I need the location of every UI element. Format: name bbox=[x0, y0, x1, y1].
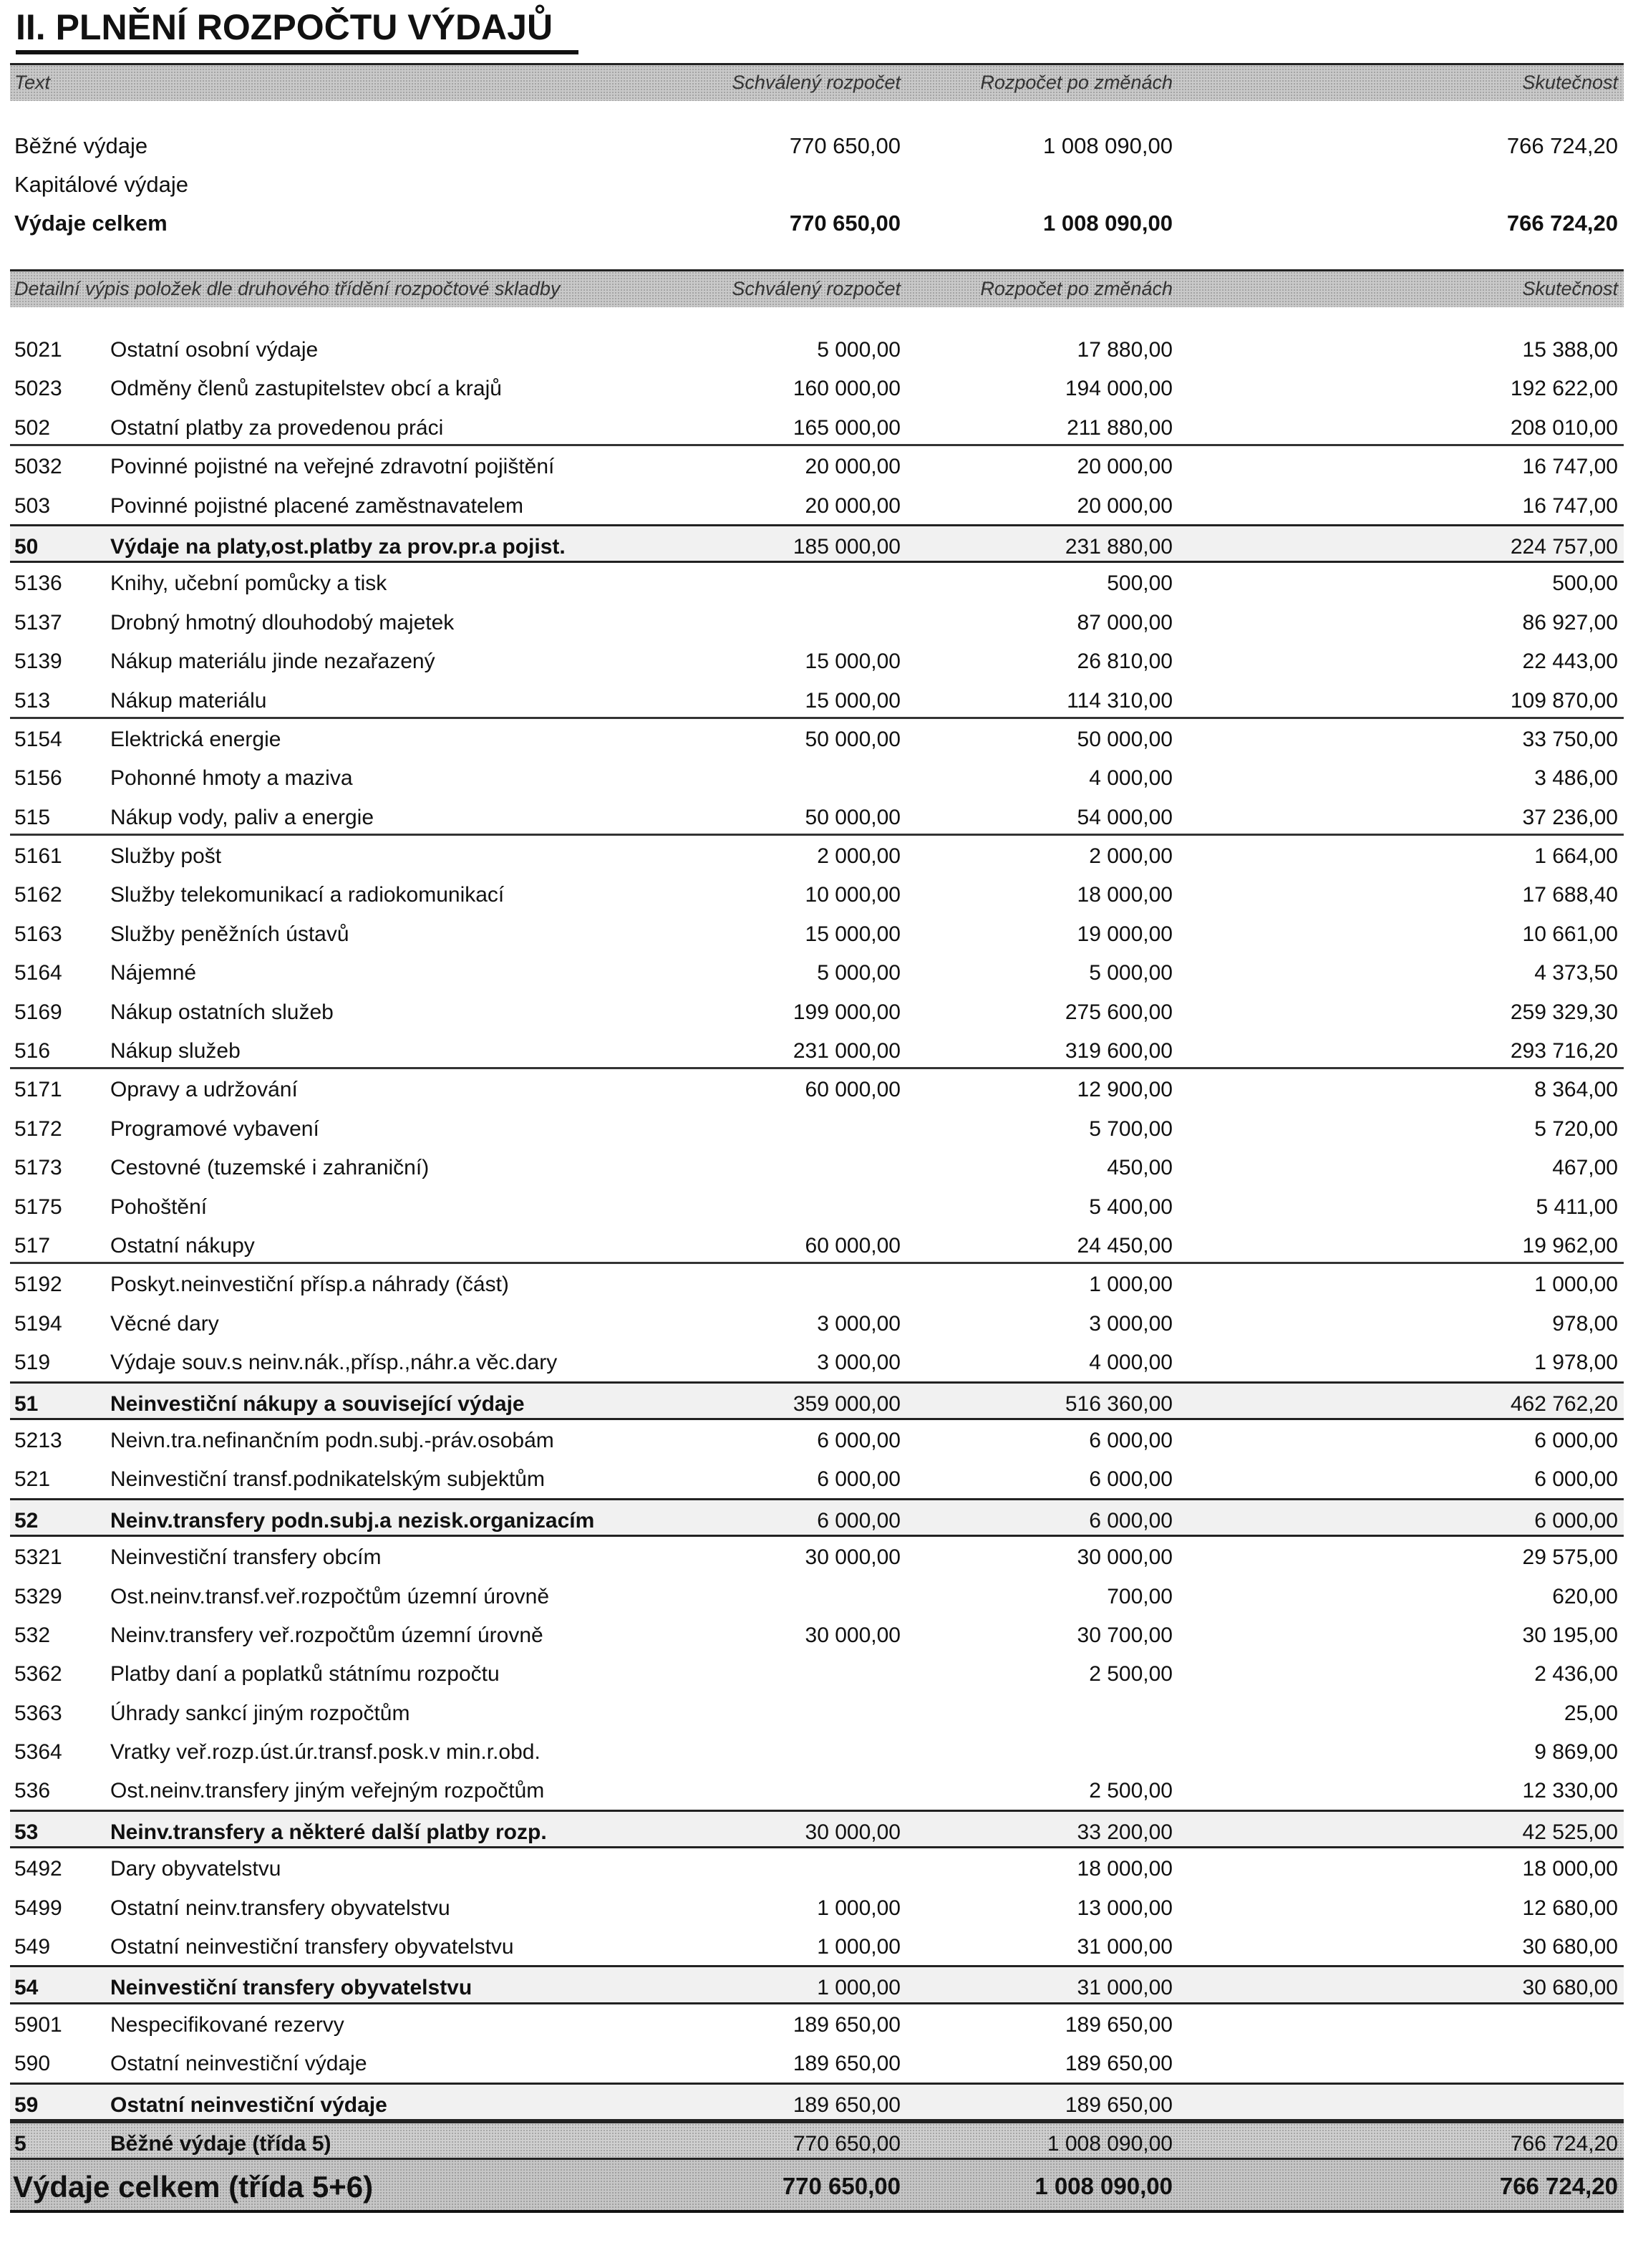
table-row bbox=[10, 1187, 1624, 1225]
cell-name: Cestovné (tuzemské i zahraniční) bbox=[110, 1156, 430, 1180]
cell-actual: 22 443,00 bbox=[1522, 650, 1618, 674]
cell-name: Ost.neinv.transfery jiným veřejným rozpočtům bbox=[110, 1779, 545, 1803]
cell-code: 54 bbox=[14, 1976, 39, 2000]
cell-amended: 24 450,00 bbox=[1077, 1233, 1173, 1258]
cell-amended: 4 000,00 bbox=[1089, 766, 1173, 791]
cell-actual: 10 661,00 bbox=[1522, 922, 1618, 946]
cell-amended: 33 200,00 bbox=[1077, 1820, 1173, 1844]
cell-actual: 15 388,00 bbox=[1522, 338, 1618, 362]
cell-actual: 16 747,00 bbox=[1522, 493, 1618, 518]
table-row bbox=[10, 1459, 1624, 1497]
cell-name: Dary obyvatelstvu bbox=[110, 1857, 281, 1881]
cell-name: Knihy, učební pomůcky a tisk bbox=[110, 571, 387, 596]
table-row bbox=[10, 1654, 1624, 1692]
cell-approved: 30 000,00 bbox=[805, 1623, 901, 1647]
cell-actual: 1 664,00 bbox=[1534, 844, 1618, 869]
cell-approved: 15 000,00 bbox=[805, 650, 901, 674]
table-row bbox=[10, 1147, 1624, 1186]
summary-row-total bbox=[10, 205, 1624, 243]
cell-amended: 189 650,00 bbox=[1065, 2093, 1173, 2117]
cell-name: Nákup služeb bbox=[110, 1039, 241, 1063]
cell-approved: 30 000,00 bbox=[805, 1545, 901, 1570]
cell-amended: 2 500,00 bbox=[1089, 1662, 1173, 1686]
cell-actual: 12 680,00 bbox=[1522, 1896, 1618, 1920]
cell-name: Nákup materiálu bbox=[110, 688, 267, 713]
cell-actual: 224 757,00 bbox=[1510, 534, 1618, 559]
cell-code: 536 bbox=[14, 1779, 51, 1803]
cell-code: 521 bbox=[14, 1467, 51, 1492]
title-underline bbox=[16, 50, 578, 54]
cell-name: Neinv.transfery podn.subj.a nezisk.organizacím bbox=[110, 1508, 595, 1533]
cell-code: 5499 bbox=[14, 1896, 62, 1920]
cell-actual: 109 870,00 bbox=[1510, 688, 1618, 713]
cell-code: 5021 bbox=[14, 338, 62, 362]
cell-actual: 18 000,00 bbox=[1522, 1857, 1618, 1881]
cell-actual: 192 622,00 bbox=[1510, 377, 1618, 401]
cell-name: Nákup vody, paliv a energie bbox=[110, 805, 374, 829]
cell-actual: 30 195,00 bbox=[1522, 1623, 1618, 1647]
cell-name: Ostatní platby za provedenou práci bbox=[110, 415, 444, 440]
table-row bbox=[10, 446, 1624, 485]
cell-name: Výdaje na platy,ost.platby za prov.pr.a pojist. bbox=[110, 534, 566, 559]
summary-header-actual: Skutečnost bbox=[1522, 72, 1618, 93]
subtotal-row bbox=[10, 1381, 1624, 1420]
cell-code: 5363 bbox=[14, 1701, 62, 1725]
cell-approved: 50 000,00 bbox=[805, 805, 901, 829]
cell-name: Neinv.transfery a některé další platby rozp. bbox=[110, 1820, 547, 1844]
cell-approved: 2 000,00 bbox=[817, 844, 901, 869]
cell-approved: 165 000,00 bbox=[793, 415, 901, 440]
cell-name: Povinné pojistné placené zaměstnavatelem bbox=[110, 493, 524, 518]
cell-code: 5169 bbox=[14, 1000, 62, 1024]
detail-header-amended: Rozpočet po změnách bbox=[980, 278, 1173, 299]
cell-name: Neinvestiční nákupy a související výdaje bbox=[110, 1391, 525, 1416]
cell-amended: 4 000,00 bbox=[1089, 1351, 1173, 1375]
cell-amended: 700,00 bbox=[1107, 1584, 1173, 1608]
cell-code: 5164 bbox=[14, 961, 62, 985]
table-row bbox=[10, 758, 1624, 796]
cell-actual: 500,00 bbox=[1552, 571, 1618, 596]
cell-approved: 770 650,00 bbox=[793, 2131, 901, 2156]
cell-actual: 5 720,00 bbox=[1534, 1116, 1618, 1141]
cell-actual: 6 000,00 bbox=[1534, 1428, 1618, 1452]
cell-actual: 2 436,00 bbox=[1534, 1662, 1618, 1686]
table-row bbox=[10, 719, 1624, 758]
cell-code: 5032 bbox=[14, 455, 62, 479]
cell-actual: 25,00 bbox=[1564, 1701, 1618, 1725]
cell-code: 5162 bbox=[14, 883, 62, 907]
cell-approved: 20 000,00 bbox=[805, 455, 901, 479]
cell-name: Ostatní nákupy bbox=[110, 1233, 255, 1258]
cell-actual: 978,00 bbox=[1552, 1311, 1618, 1336]
summary-approved: 770 650,00 bbox=[789, 211, 901, 236]
cell-amended: 54 000,00 bbox=[1077, 805, 1173, 829]
cell-name: Neinv.transfery veř.rozpočtům územní úrovně bbox=[110, 1623, 543, 1647]
cell-name: Opravy a udržování bbox=[110, 1078, 298, 1102]
cell-code: 53 bbox=[14, 1820, 39, 1844]
cell-approved: 160 000,00 bbox=[793, 377, 901, 401]
cell-approved: 231 000,00 bbox=[793, 1039, 901, 1063]
cell-actual: 86 927,00 bbox=[1522, 610, 1618, 634]
cell-actual: 16 747,00 bbox=[1522, 455, 1618, 479]
cell-code: 5192 bbox=[14, 1273, 62, 1297]
cell-approved: 6 000,00 bbox=[817, 1428, 901, 1452]
cell-actual: 12 330,00 bbox=[1522, 1779, 1618, 1803]
cell-amended: 3 000,00 bbox=[1089, 1311, 1173, 1336]
cell-approved: 20 000,00 bbox=[805, 493, 901, 518]
cell-code: 5163 bbox=[14, 922, 62, 946]
subtotal-row bbox=[10, 1810, 1624, 1848]
cell-amended: 1 000,00 bbox=[1089, 1273, 1173, 1297]
cell-actual: 8 364,00 bbox=[1534, 1078, 1618, 1102]
detail-header-text: Detailní výpis položek dle druhového třídění rozpočtové skladby bbox=[14, 278, 561, 299]
table-row bbox=[10, 1342, 1624, 1381]
cell-name: Programové vybavení bbox=[110, 1116, 319, 1141]
cell-name: Služby pošt bbox=[110, 844, 222, 869]
cell-code: 51 bbox=[14, 1391, 39, 1416]
cell-name: Nákup materiálu jinde nezařazený bbox=[110, 650, 435, 674]
cell-name: Neivn.tra.nefinančním podn.subj.-práv.osobám bbox=[110, 1428, 554, 1452]
cell-name: Odměny členů zastupitelstev obcí a krajů bbox=[110, 377, 502, 401]
cell-name: Pohonné hmoty a maziva bbox=[110, 766, 353, 791]
cell-actual: 259 329,30 bbox=[1510, 1000, 1618, 1024]
cell-name: Poskyt.neinvestiční přísp.a náhrady (část) bbox=[110, 1273, 509, 1297]
cell-code: 516 bbox=[14, 1039, 51, 1063]
cell-amended: 5 400,00 bbox=[1089, 1195, 1173, 1219]
cell-approved: 189 650,00 bbox=[793, 2093, 901, 2117]
detail-header-bar bbox=[10, 269, 1624, 307]
cell-amended: 450,00 bbox=[1107, 1156, 1173, 1180]
cell-name: Platby daní a poplatků státnímu rozpočtu bbox=[110, 1662, 500, 1686]
summary-actual: 766 724,20 bbox=[1506, 211, 1618, 236]
summary-row-capital bbox=[10, 166, 1624, 205]
cell-code: 5139 bbox=[14, 650, 62, 674]
subtotal-row bbox=[10, 2083, 1624, 2121]
grand-total-actual: 766 724,20 bbox=[1499, 2173, 1618, 2200]
cell-amended: 194 000,00 bbox=[1065, 377, 1173, 401]
cell-code: 5173 bbox=[14, 1156, 62, 1180]
cell-code: 515 bbox=[14, 805, 51, 829]
cell-name: Služby peněžních ústavů bbox=[110, 922, 349, 946]
table-row bbox=[10, 329, 1624, 368]
table-row bbox=[10, 836, 1624, 874]
cell-amended: 2 500,00 bbox=[1089, 1779, 1173, 1803]
page-title: II. PLNĚNÍ ROZPOČTU VÝDAJŮ bbox=[16, 7, 553, 47]
grand-total-approved: 770 650,00 bbox=[782, 2173, 901, 2200]
cell-actual: 17 688,40 bbox=[1522, 883, 1618, 907]
table-row bbox=[10, 641, 1624, 680]
table-row bbox=[10, 1888, 1624, 1926]
cell-code: 59 bbox=[14, 2093, 39, 2117]
cell-name: Neinvestiční transf.podnikatelským subjektům bbox=[110, 1467, 545, 1492]
cell-name: Věcné dary bbox=[110, 1311, 219, 1336]
table-row bbox=[10, 1576, 1624, 1615]
cell-name: Ostatní osobní výdaje bbox=[110, 338, 319, 362]
cell-code: 52 bbox=[14, 1508, 39, 1533]
cell-amended: 2 000,00 bbox=[1089, 844, 1173, 869]
cell-name: Pohoštění bbox=[110, 1195, 208, 1219]
cell-name: Ost.neinv.transf.veř.rozpočtům územní úrovně bbox=[110, 1584, 550, 1608]
table-row bbox=[10, 1537, 1624, 1575]
cell-approved: 15 000,00 bbox=[805, 688, 901, 713]
cell-approved: 50 000,00 bbox=[805, 727, 901, 751]
cell-name: Ostatní neinvestiční transfery obyvatelstvu bbox=[110, 1935, 514, 1959]
cell-amended: 231 880,00 bbox=[1065, 534, 1173, 559]
table-row bbox=[10, 1770, 1624, 1809]
cell-amended: 6 000,00 bbox=[1089, 1467, 1173, 1492]
cell-amended: 500,00 bbox=[1107, 571, 1173, 596]
cell-approved: 5 000,00 bbox=[817, 338, 901, 362]
cell-code: 519 bbox=[14, 1351, 51, 1375]
cell-approved: 3 000,00 bbox=[817, 1351, 901, 1375]
table-row bbox=[10, 1069, 1624, 1108]
grand-total-amended: 1 008 090,00 bbox=[1035, 2173, 1173, 2200]
table-row bbox=[10, 992, 1624, 1031]
table-row bbox=[10, 1926, 1624, 1965]
table-row bbox=[10, 486, 1624, 524]
cell-actual: 9 869,00 bbox=[1534, 1740, 1618, 1765]
table-row bbox=[10, 1732, 1624, 1770]
cell-code: 5901 bbox=[14, 2012, 62, 2037]
cell-amended: 6 000,00 bbox=[1089, 1508, 1173, 1533]
table-row bbox=[10, 1109, 1624, 1147]
subtotal-row bbox=[10, 1965, 1624, 2004]
table-row bbox=[10, 1225, 1624, 1264]
cell-amended: 12 900,00 bbox=[1077, 1078, 1173, 1102]
cell-name: Povinné pojistné na veřejné zdravotní pojištění bbox=[110, 455, 555, 479]
cell-name: Nespecifikované rezervy bbox=[110, 2012, 344, 2037]
cell-name: Běžné výdaje (třída 5) bbox=[110, 2131, 331, 2156]
cell-name: Neinvestiční transfery obyvatelstvu bbox=[110, 1976, 473, 2000]
cell-code: 5023 bbox=[14, 377, 62, 401]
table-row bbox=[10, 2004, 1624, 2043]
cell-amended: 20 000,00 bbox=[1077, 455, 1173, 479]
cell-approved: 1 000,00 bbox=[817, 1976, 901, 2000]
cell-approved: 1 000,00 bbox=[817, 1896, 901, 1920]
cell-code: 590 bbox=[14, 2052, 51, 2076]
table-row bbox=[10, 1303, 1624, 1342]
cell-name: Drobný hmotný dlouhodobý majetek bbox=[110, 610, 455, 634]
cell-amended: 275 600,00 bbox=[1065, 1000, 1173, 1024]
cell-code: 517 bbox=[14, 1233, 51, 1258]
cell-actual: 30 680,00 bbox=[1522, 1935, 1618, 1959]
cell-actual: 5 411,00 bbox=[1536, 1195, 1618, 1219]
summary-label: Výdaje celkem bbox=[14, 211, 168, 236]
cell-name: Vratky veř.rozp.úst.úr.transf.posk.v min.r.obd. bbox=[110, 1740, 541, 1765]
cell-approved: 15 000,00 bbox=[805, 922, 901, 946]
cell-code: 50 bbox=[14, 534, 39, 559]
cell-approved: 1 000,00 bbox=[817, 1935, 901, 1959]
summary-header-approved: Schválený rozpočet bbox=[732, 72, 901, 93]
cell-approved: 185 000,00 bbox=[793, 534, 901, 559]
summary-header-amended: Rozpočet po změnách bbox=[980, 72, 1173, 93]
table-row bbox=[10, 1615, 1624, 1654]
cell-actual: 1 000,00 bbox=[1534, 1273, 1618, 1297]
cell-actual: 293 716,20 bbox=[1510, 1039, 1618, 1063]
cell-code: 549 bbox=[14, 1935, 51, 1959]
subtotal-row bbox=[10, 1498, 1624, 1537]
cell-name: Služby telekomunikací a radiokomunikací bbox=[110, 883, 505, 907]
cell-actual: 1 978,00 bbox=[1534, 1351, 1618, 1375]
cell-amended: 20 000,00 bbox=[1077, 493, 1173, 518]
cell-approved: 30 000,00 bbox=[805, 1820, 901, 1844]
cell-code: 5362 bbox=[14, 1662, 62, 1686]
cell-amended: 5 700,00 bbox=[1089, 1116, 1173, 1141]
cell-code: 5329 bbox=[14, 1584, 62, 1608]
grand-total-row bbox=[10, 2160, 1624, 2213]
cell-name: Nákup ostatních služeb bbox=[110, 1000, 334, 1024]
cell-code: 5156 bbox=[14, 766, 62, 791]
table-row bbox=[10, 1264, 1624, 1303]
cell-approved: 359 000,00 bbox=[793, 1391, 901, 1416]
cell-code: 5136 bbox=[14, 571, 62, 596]
cell-approved: 189 650,00 bbox=[793, 2052, 901, 2076]
cell-name: Úhrady sankcí jiným rozpočtům bbox=[110, 1701, 410, 1725]
cell-approved: 5 000,00 bbox=[817, 961, 901, 985]
cell-actual: 620,00 bbox=[1552, 1584, 1618, 1608]
cell-amended: 211 880,00 bbox=[1067, 415, 1173, 440]
cell-code: 5154 bbox=[14, 727, 62, 751]
cell-code: 5492 bbox=[14, 1857, 62, 1881]
cell-amended: 18 000,00 bbox=[1077, 883, 1173, 907]
cell-code: 5194 bbox=[14, 1311, 62, 1336]
cell-code: 5172 bbox=[14, 1116, 62, 1141]
cell-approved: 3 000,00 bbox=[817, 1311, 901, 1336]
table-row bbox=[10, 1420, 1624, 1459]
cell-approved: 6 000,00 bbox=[817, 1467, 901, 1492]
cell-amended: 19 000,00 bbox=[1077, 922, 1173, 946]
summary-label: Běžné výdaje bbox=[14, 133, 148, 158]
table-row bbox=[10, 914, 1624, 952]
table-row bbox=[10, 1693, 1624, 1732]
summary-amended: 1 008 090,00 bbox=[1042, 211, 1173, 236]
summary-row-current bbox=[10, 127, 1624, 166]
cell-amended: 319 600,00 bbox=[1065, 1039, 1173, 1063]
cell-approved: 199 000,00 bbox=[793, 1000, 901, 1024]
cell-actual: 3 486,00 bbox=[1534, 766, 1618, 791]
cell-actual: 766 724,20 bbox=[1510, 2131, 1618, 2156]
cell-approved: 60 000,00 bbox=[805, 1078, 901, 1102]
cell-amended: 17 880,00 bbox=[1077, 338, 1173, 362]
cell-amended: 50 000,00 bbox=[1077, 727, 1173, 751]
table-row bbox=[10, 602, 1624, 641]
cell-amended: 30 700,00 bbox=[1077, 1623, 1173, 1647]
class-total-row bbox=[10, 2121, 1624, 2160]
cell-name: Ostatní neinvestiční výdaje bbox=[110, 2052, 367, 2076]
cell-code: 5213 bbox=[14, 1428, 62, 1452]
table-row bbox=[10, 368, 1624, 407]
subtotal-row bbox=[10, 524, 1624, 563]
cell-name: Výdaje souv.s neinv.nák.,přísp.,náhr.a věc.dary bbox=[110, 1351, 558, 1375]
cell-code: 5161 bbox=[14, 844, 62, 869]
table-row bbox=[10, 563, 1624, 602]
cell-amended: 18 000,00 bbox=[1077, 1857, 1173, 1881]
cell-actual: 19 962,00 bbox=[1522, 1233, 1618, 1258]
cell-actual: 30 680,00 bbox=[1522, 1976, 1618, 2000]
detail-table bbox=[10, 329, 1624, 2213]
cell-actual: 37 236,00 bbox=[1522, 805, 1618, 829]
grand-total-label: Výdaje celkem (třída 5+6) bbox=[13, 2170, 374, 2204]
cell-amended: 5 000,00 bbox=[1089, 961, 1173, 985]
cell-amended: 26 810,00 bbox=[1077, 650, 1173, 674]
cell-amended: 13 000,00 bbox=[1077, 1896, 1173, 1920]
cell-code: 5 bbox=[14, 2131, 26, 2156]
cell-code: 5171 bbox=[14, 1078, 62, 1102]
cell-actual: 208 010,00 bbox=[1510, 415, 1618, 440]
cell-code: 5175 bbox=[14, 1195, 62, 1219]
cell-actual: 42 525,00 bbox=[1522, 1820, 1618, 1844]
summary-approved: 770 650,00 bbox=[789, 133, 901, 158]
detail-header-approved: Schválený rozpočet bbox=[732, 278, 901, 299]
cell-actual: 29 575,00 bbox=[1522, 1545, 1618, 1570]
cell-name: Ostatní neinv.transfery obyvatelstvu bbox=[110, 1896, 450, 1920]
cell-code: 5137 bbox=[14, 610, 62, 634]
cell-actual: 4 373,50 bbox=[1534, 961, 1618, 985]
cell-amended: 189 650,00 bbox=[1065, 2052, 1173, 2076]
cell-name: Elektrická energie bbox=[110, 727, 281, 751]
cell-amended: 31 000,00 bbox=[1077, 1976, 1173, 2000]
cell-code: 5321 bbox=[14, 1545, 62, 1570]
cell-amended: 114 310,00 bbox=[1067, 688, 1173, 713]
cell-approved: 189 650,00 bbox=[793, 2012, 901, 2037]
cell-actual: 6 000,00 bbox=[1534, 1508, 1618, 1533]
summary-label: Kapitálové výdaje bbox=[14, 172, 188, 197]
cell-name: Ostatní neinvestiční výdaje bbox=[110, 2093, 387, 2117]
cell-name: Neinvestiční transfery obcím bbox=[110, 1545, 382, 1570]
cell-code: 503 bbox=[14, 493, 51, 518]
table-row bbox=[10, 2043, 1624, 2082]
cell-name: Nájemné bbox=[110, 961, 197, 985]
table-row bbox=[10, 1848, 1624, 1887]
cell-code: 513 bbox=[14, 688, 51, 713]
summary-header-text: Text bbox=[14, 72, 51, 93]
cell-amended: 189 650,00 bbox=[1065, 2012, 1173, 2037]
cell-amended: 1 008 090,00 bbox=[1047, 2131, 1173, 2156]
cell-approved: 10 000,00 bbox=[805, 883, 901, 907]
cell-actual: 6 000,00 bbox=[1534, 1467, 1618, 1492]
cell-code: 532 bbox=[14, 1623, 51, 1647]
table-row bbox=[10, 1031, 1624, 1069]
summary-amended: 1 008 090,00 bbox=[1042, 133, 1173, 158]
cell-amended: 87 000,00 bbox=[1077, 610, 1173, 634]
cell-approved: 6 000,00 bbox=[817, 1508, 901, 1533]
cell-amended: 30 000,00 bbox=[1077, 1545, 1173, 1570]
table-row bbox=[10, 407, 1624, 446]
table-row bbox=[10, 952, 1624, 991]
cell-code: 502 bbox=[14, 415, 51, 440]
detail-header-actual: Skutečnost bbox=[1522, 278, 1618, 299]
summary-actual: 766 724,20 bbox=[1506, 133, 1618, 158]
summary-header-bar bbox=[10, 63, 1624, 101]
cell-actual: 467,00 bbox=[1552, 1156, 1618, 1180]
table-row bbox=[10, 797, 1624, 836]
table-row bbox=[10, 874, 1624, 913]
cell-actual: 462 762,20 bbox=[1510, 1391, 1618, 1416]
cell-actual: 33 750,00 bbox=[1522, 727, 1618, 751]
cell-amended: 516 360,00 bbox=[1065, 1391, 1173, 1416]
cell-approved: 60 000,00 bbox=[805, 1233, 901, 1258]
cell-amended: 6 000,00 bbox=[1089, 1428, 1173, 1452]
table-row bbox=[10, 680, 1624, 719]
cell-code: 5364 bbox=[14, 1740, 62, 1765]
cell-amended: 31 000,00 bbox=[1077, 1935, 1173, 1959]
